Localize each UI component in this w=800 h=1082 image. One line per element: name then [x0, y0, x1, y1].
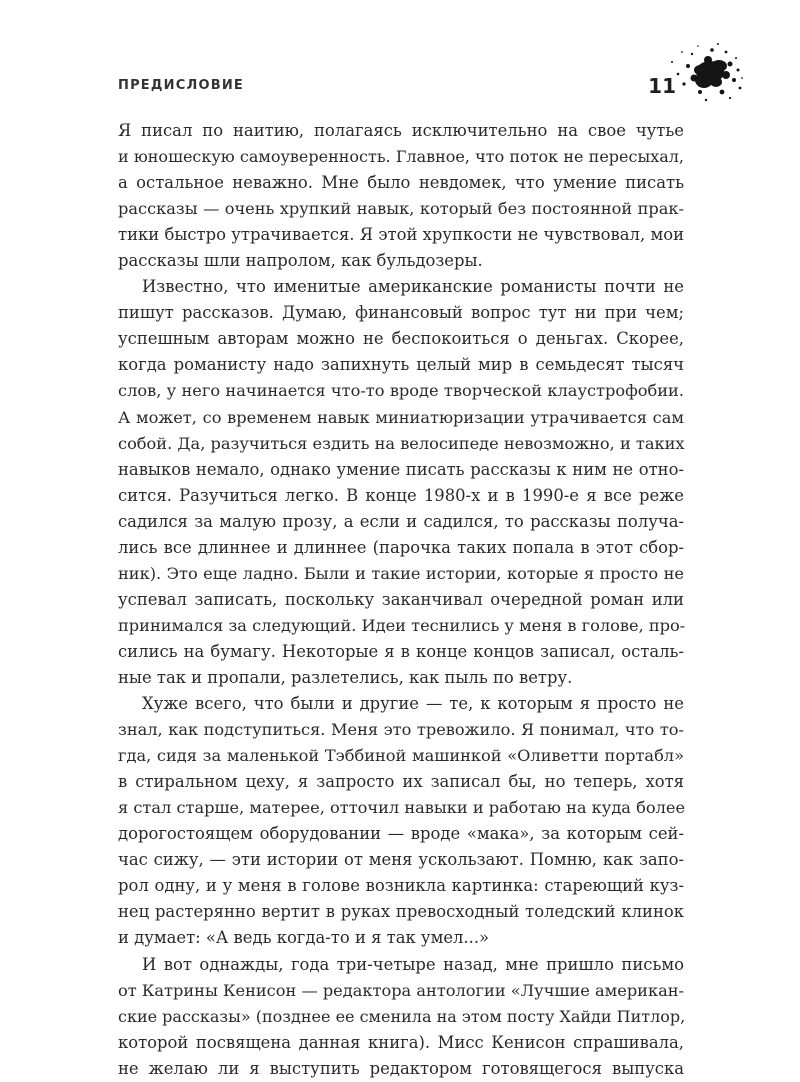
text-line: в стиральном цеху, я запросто их записал бы, но теперь, хотя	[118, 772, 684, 792]
text-line: тики быстро утрачивается. Я этой хрупкости не чувствовал, мои	[118, 225, 684, 245]
running-header	[118, 74, 684, 102]
text-line: не желаю ли я выступить редактором готовящегося выпуска	[118, 1058, 684, 1078]
text-line: Хуже всего, что были и другие — те, к которым я просто не	[142, 694, 684, 714]
text-line: когда романисту надо запихнуть целый мир в семьдесят тысяч	[118, 355, 684, 375]
text-line: рассказы — очень хрупкий навык, который без постоянной прак-	[118, 199, 684, 219]
text-line: и юношескую самоуверенность. Главное, что поток не пересыхал,	[118, 147, 684, 167]
text-line: рассказы шли напролом, как бульдозеры.	[118, 251, 483, 271]
text-line: сится. Разучиться легко. В конце 1980-х и в 1990-е я все реже	[118, 485, 684, 505]
text-line: успевал записать, поскольку заканчивал очередной роман или	[118, 589, 684, 609]
text-line: пишут рассказов. Думаю, финансовый вопрос тут ни при чем;	[118, 303, 684, 323]
text-line: успешным авторам можно не беспокоиться о деньгах. Скорее,	[118, 329, 684, 349]
text-line: Я писал по наитию, полагаясь исключительно на свое чутье	[118, 121, 684, 140]
body-text	[118, 118, 684, 1082]
text-line: а остальное неважно. Мне было невдомек, что умение писать	[118, 173, 684, 193]
section-title: ПРЕДИСЛОВИЕ	[118, 78, 245, 93]
text-line: Известно, что именитые американские романисты почти не	[142, 277, 684, 297]
text-line: гда, сидя за маленькой Тэббиной машинкой «Оливетти портабл»	[118, 746, 684, 766]
text-line: я стал старше, матерее, отточил навыки и работаю на куда более	[118, 798, 686, 818]
text-line: которой посвящена данная книга). Мисс Кенисон спрашивала,	[118, 1032, 684, 1052]
text-line: от Катрины Кенисон — редактора антологии «Лучшие американ-	[118, 980, 684, 1000]
text-line: дорогостоящем оборудовании — вроде «мака», за которым сей-	[118, 824, 684, 844]
text-line: навыков немало, однако умение писать рассказы к ним не отно-	[118, 459, 684, 479]
text-line: слов, у него начинается что-то вроде творческой клаустрофобии.	[118, 381, 684, 401]
text-line: час сижу, — эти истории от меня ускользают. Помню, как запо-	[118, 850, 684, 870]
text-line: И вот однажды, года три-четыре назад, мне пришло письмо	[142, 954, 684, 974]
text-line: садился за малую прозу, а если и садился, то рассказы получа-	[118, 511, 684, 531]
text-line: рол одну, и у меня в голове возникла картинка: стареющий куз-	[118, 876, 684, 896]
text-line: А может, со временем навык миниатюризации утрачивается сам	[118, 407, 684, 427]
text-line: ные так и пропали, разлетелись, как пыль по ветру.	[118, 667, 573, 687]
text-line: лись все длиннее и длиннее (парочка таких попала в этот сбор-	[118, 537, 684, 557]
text-line: нец растерянно вертит в руках превосходный толедский клинок	[118, 902, 684, 922]
page-number: 11	[648, 74, 676, 98]
text-line: принимался за следующий. Идеи теснились у меня в голове, про-	[118, 615, 686, 635]
text-line: ские рассказы» (позднее ее сменила на этом посту Хайди Питлор,	[118, 1006, 686, 1026]
text-line: сились на бумагу. Некоторые я в конце концов записал, осталь-	[118, 641, 684, 661]
text-line: ник). Это еще ладно. Были и такие истории, которые я просто не	[118, 563, 684, 583]
text-line: знал, как подступиться. Меня это тревожило. Я понимал, что то-	[118, 720, 684, 740]
text-line: собой. Да, разучиться ездить на велосипеде невозможно, и таких	[118, 433, 685, 453]
text-line: и думает: «А ведь когда-то и я так умел...»	[118, 928, 490, 948]
